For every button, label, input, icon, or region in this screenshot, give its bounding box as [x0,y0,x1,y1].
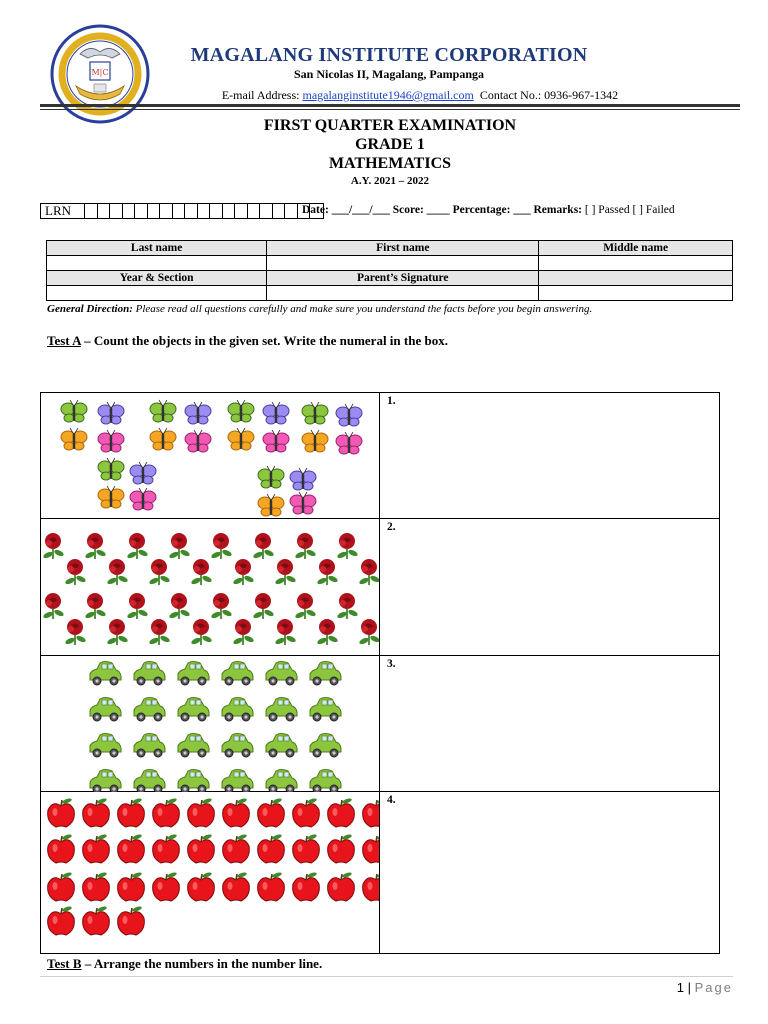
test-b-instructions: – Arrange the numbers in the number line. [81,956,323,971]
car-icon [222,770,253,793]
answer-box-3[interactable] [380,656,719,791]
exam-title: FIRST QUARTER EXAMINATION [263,117,517,134]
rose-icon [252,593,274,619]
butterfly-icon [98,458,124,480]
general-direction [47,303,592,315]
car-icon [310,770,341,793]
rose-icon-group [41,519,379,656]
email-link[interactable]: magalanginstitute1946@gmail.com [302,88,474,102]
lrn-digit-box[interactable] [260,204,273,218]
lrn-field[interactable] [40,203,324,219]
empty-header [539,271,733,286]
rose-icon [42,593,64,619]
rose-icon [274,559,296,585]
car-icon [178,698,209,722]
apple-icon [48,905,75,935]
apple-icon [48,833,75,863]
school-name: MAGALANG INSTITUTE CORPORATION [190,44,588,66]
direction-label: General Direction: [47,303,133,315]
first-name-header: First name [267,241,539,256]
lrn-digit-box[interactable] [185,204,198,218]
lrn-digit-box[interactable] [248,204,261,218]
exam-subject: MATHEMATICS [328,155,452,172]
parent-signature-input[interactable] [267,286,539,301]
test-a-label: Test A [47,333,81,348]
rose-icon [210,533,232,559]
table-row [47,256,733,271]
contact-number: Contact No.: 0936-967-1342 [473,88,619,102]
answer-box-4[interactable] [380,792,719,953]
first-name-input[interactable] [267,256,539,271]
apple-icon [363,871,379,901]
test-a-instructions: – Count the objects in the given set. Write the numeral in the box. [80,333,448,348]
rose-icon [210,593,232,619]
year-section-input[interactable] [47,286,267,301]
parent-signature-header: Parent’s Signature [267,271,539,286]
date-field[interactable]: Date: ___/___/___ [302,204,390,216]
apple-icon [118,871,145,901]
apple-icon [83,871,110,901]
apple-icon [118,797,145,827]
butterfly-icon [263,402,289,424]
apple-icon [118,833,145,863]
lrn-digit-box[interactable] [85,204,98,218]
table-row [47,241,733,256]
test-a-heading [47,333,448,349]
rose-icon [190,559,212,585]
apple-icon [293,871,320,901]
svg-text:M|C: M|C [91,68,109,77]
remarks-options[interactable]: [ ] Passed [ ] Failed [582,204,675,216]
butterfly-icon [290,492,316,514]
apple-icon [223,833,250,863]
apple-icon [83,797,110,827]
car-icon [90,770,121,793]
rose-icon [64,619,86,645]
rose-icon [232,559,254,585]
counting-grid [40,392,720,954]
apple-icon [48,797,75,827]
question-number: 2. [387,521,396,533]
apple-icon [83,833,110,863]
car-icon [222,662,253,686]
car-icon [178,734,209,758]
rose-icon [106,619,128,645]
car-icon [178,770,209,793]
car-icon-group [41,656,379,792]
page-word: Page [694,980,733,995]
butterfly-icon [150,428,176,450]
rose-icon [232,619,254,645]
car-icon [178,662,209,686]
butterfly-icon [130,462,156,484]
butterfly-icon [98,486,124,508]
apple-icon [258,871,285,901]
butterfly-icon [302,430,328,452]
apple-icon [153,797,180,827]
car-icon [90,734,121,758]
butterfly-icon [302,402,328,424]
car-icon [134,770,165,793]
butterfly-icon [258,494,284,516]
lrn-digit-box[interactable] [210,204,223,218]
butterfly-icon [98,430,124,452]
rose-icon [84,533,106,559]
rose-icon [336,593,358,619]
rose-icon [42,533,64,559]
lrn-digit-box[interactable] [98,204,111,218]
car-icon [266,770,297,793]
question-number: 1. [387,395,396,407]
apple-icon [258,833,285,863]
school-address: San Nicolas II, Magalang, Pampanga [293,67,485,81]
lrn-digit-box[interactable] [173,204,186,218]
car-icon [266,734,297,758]
car-icon [310,734,341,758]
question-number: 4. [387,794,396,806]
rose-icon [106,559,128,585]
rose-icon [316,559,338,585]
apple-icon [328,833,355,863]
question-row [41,519,719,656]
rose-icon [126,593,148,619]
butterfly-icon [228,400,254,422]
apple-icon [363,797,379,827]
butterfly-icon [185,430,211,452]
lrn-digit-box[interactable] [198,204,211,218]
extra-input[interactable] [539,286,733,301]
table-row [47,286,733,301]
butterfly-icon [336,432,362,454]
apple-icon [223,871,250,901]
apple-icon [293,833,320,863]
academic-year: A.Y. 2021 – 2022 [350,175,430,187]
apple-icon [153,871,180,901]
rose-icon [84,593,106,619]
question-row [41,656,719,792]
lrn-digit-box[interactable] [110,204,123,218]
apple-set [41,792,380,953]
rose-icon [148,559,170,585]
butterfly-icon [150,400,176,422]
page-footer [677,980,733,995]
apple-icon [188,833,215,863]
car-icon [222,734,253,758]
info-line [302,204,675,216]
car-icon [310,662,341,686]
apple-icon [223,797,250,827]
rose-icon [252,533,274,559]
butterfly-icon-group [41,393,379,519]
lrn-digit-box[interactable] [148,204,161,218]
exam-grade: GRADE 1 [355,136,425,153]
last-name-header: Last name [47,241,267,256]
lrn-digit-box[interactable] [123,204,136,218]
rose-icon [294,593,316,619]
butterfly-icon [98,402,124,424]
middle-name-header: Middle name [539,241,733,256]
apple-icon-group [41,792,379,953]
answer-box-2[interactable] [380,519,719,655]
remarks-label: Remarks: [533,204,583,216]
rose-icon [294,533,316,559]
header-rule-thin [40,109,740,110]
apple-icon [188,871,215,901]
lrn-digit-box[interactable] [160,204,173,218]
test-b-label: Test B [47,956,82,971]
last-name-input[interactable] [47,256,267,271]
butterfly-icon [336,404,362,426]
rose-icon [168,593,190,619]
butterfly-icon [130,488,156,510]
direction-text: Please read all questions carefully and make sure you understand the facts before you begin answering. [132,303,593,315]
car-icon [266,698,297,722]
test-b-heading [47,956,322,972]
car-icon [222,698,253,722]
contact-line [150,88,690,103]
apple-icon [83,905,110,935]
table-row [47,271,733,286]
car-icon [134,698,165,722]
score-field[interactable]: Score: ____ [392,204,450,216]
rose-icon [148,619,170,645]
car-icon [310,698,341,722]
apple-icon [328,871,355,901]
rose-icon [190,619,212,645]
rose-icon [358,619,379,645]
page-number: 1 [676,980,685,995]
car-icon [90,698,121,722]
butterfly-icon [290,468,316,490]
lrn-digit-box[interactable] [223,204,236,218]
lrn-label: LRN [41,204,85,218]
car-icon [134,734,165,758]
car-set [41,656,380,791]
rose-icon [316,619,338,645]
rose-icon [64,559,86,585]
butterfly-icon [228,428,254,450]
apple-icon [153,833,180,863]
lrn-digit-box[interactable] [135,204,148,218]
car-icon [266,662,297,686]
middle-name-input[interactable] [539,256,733,271]
question-row [41,792,719,953]
apple-icon [363,833,379,863]
butterfly-icon [61,400,87,422]
rose-icon [336,533,358,559]
email-label: E-mail Address: [221,88,303,102]
apple-icon [328,797,355,827]
car-icon [90,662,121,686]
rose-set [41,519,380,655]
apple-icon [258,797,285,827]
butterfly-icon [185,402,211,424]
page-separator: | [684,980,695,995]
lrn-digit-box[interactable] [273,204,286,218]
question-number: 3. [387,658,396,670]
butterfly-icon [263,430,289,452]
question-row [41,393,719,519]
apple-icon [118,905,145,935]
apple-icon [293,797,320,827]
year-section-header: Year & Section [47,271,267,286]
lrn-digit-box[interactable] [285,204,298,218]
butterfly-icon [61,428,87,450]
student-info-table [46,240,733,301]
butterfly-icon [258,466,284,488]
percentage-field[interactable]: Percentage: ___ [452,204,531,216]
lrn-digit-box[interactable] [235,204,248,218]
rose-icon [168,533,190,559]
rose-icon [358,559,379,585]
answer-box-1[interactable] [380,393,719,518]
car-icon [134,662,165,686]
apple-icon [188,797,215,827]
footer-rule [40,976,733,977]
butterfly-set [41,393,380,518]
apple-icon [48,871,75,901]
rose-icon [126,533,148,559]
rose-icon [274,619,296,645]
header-rule [40,104,740,107]
